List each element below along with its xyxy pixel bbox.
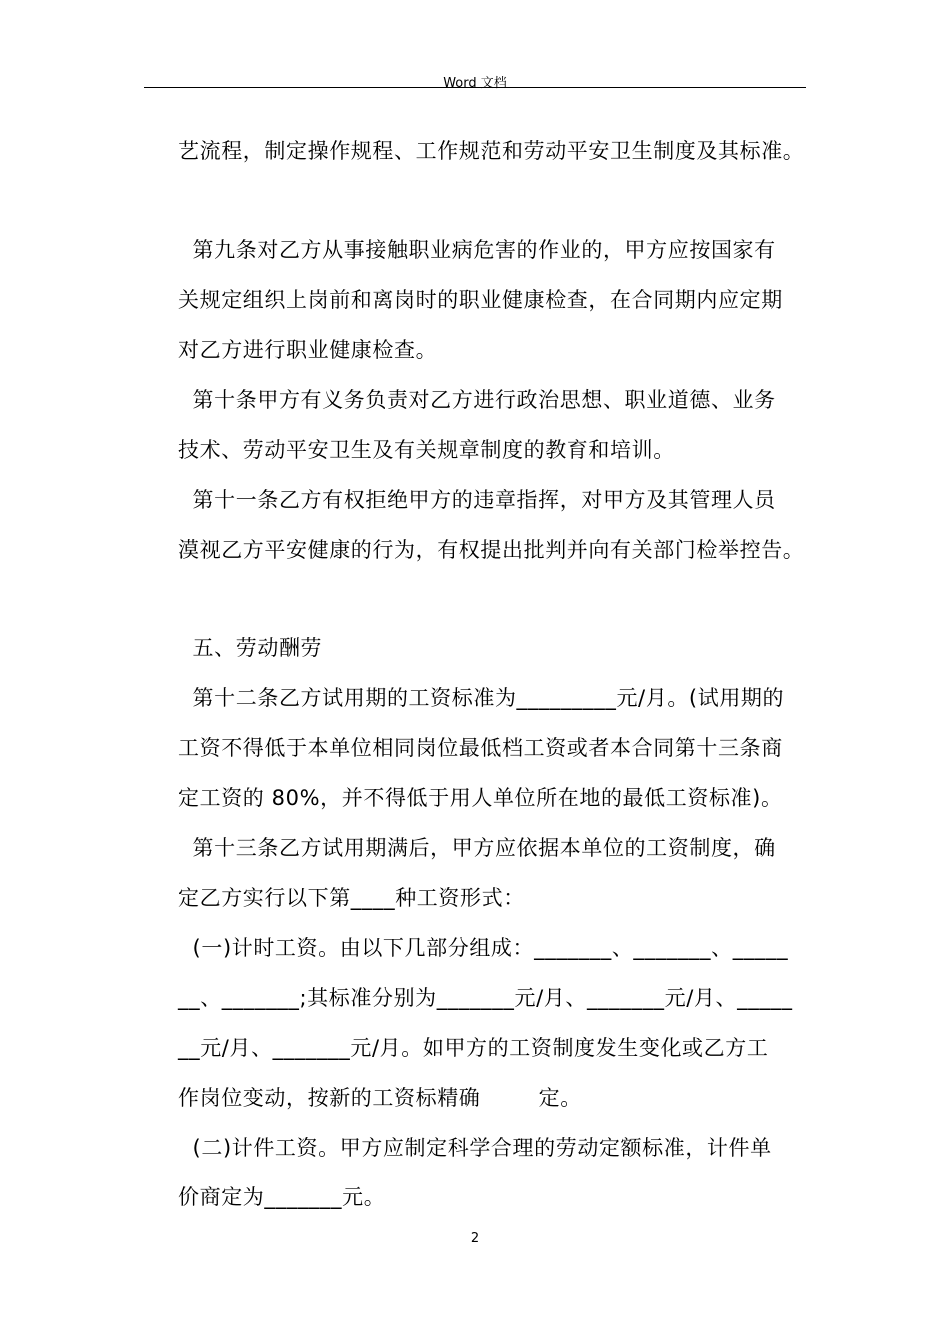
section-heading: 五、劳动酬劳 bbox=[178, 636, 323, 660]
text-line: 第十三条乙方试用期满后，甲方应依据本单位的工资制度，确 bbox=[178, 836, 776, 860]
text-line: 漠视乙方平安健康的行为，有权提出批判并向有关部门检举控告。 bbox=[178, 538, 805, 562]
text-line: 对乙方进行职业健康检查。 bbox=[178, 338, 438, 362]
page-number: 2 bbox=[470, 1231, 480, 1246]
text-line: 艺流程，制定操作规程、工作规范和劳动平安卫生制度及其标准。 bbox=[178, 139, 805, 163]
text-line: __元/月、_______元/月。如甲方的工资制度发生变化或乙方工 bbox=[178, 1036, 769, 1060]
text-line: 工资不得低于本单位相同岗位最低档工资或者本合同第十三条商 bbox=[178, 736, 783, 760]
text-line: 关规定组织上岗前和离岗时的职业健康检查，在合同期内应定期 bbox=[178, 288, 783, 312]
text-line: (一)计时工资。由以下几部分组成：_______、_______、_____ bbox=[178, 936, 789, 960]
header-divider bbox=[144, 87, 806, 88]
page-header: Word 文档 bbox=[443, 76, 507, 91]
text-line: 第十一条乙方有权拒绝甲方的违章指挥，对甲方及其管理人员 bbox=[178, 488, 776, 512]
text-line: 定工资的 80%，并不得低于用人单位所在地的最低工资标准)。 bbox=[178, 786, 783, 810]
text-line: __、_______;其标准分别为_______元/月、_______元/月、_____ bbox=[178, 986, 793, 1010]
text-line: 第九条对乙方从事接触职业病危害的作业的，甲方应按国家有 bbox=[178, 238, 776, 262]
text-line: 技术、劳动平安卫生及有关规章制度的教育和培训。 bbox=[178, 438, 675, 462]
text-line: 作岗位变动，按新的工资标精确 定。 bbox=[178, 1086, 582, 1110]
text-line: 第十二条乙方试用期的工资标准为_________元/月。(试用期的 bbox=[178, 686, 785, 710]
text-line: 定乙方实行以下第____种工资形式： bbox=[178, 886, 525, 910]
text-line: 价商定为_______元。 bbox=[178, 1185, 386, 1209]
text-line: 第十条甲方有义务负责对乙方进行政治思想、职业道德、业务 bbox=[178, 388, 776, 412]
text-line: (二)计件工资。甲方应制定科学合理的劳动定额标准，计件单 bbox=[178, 1136, 772, 1160]
